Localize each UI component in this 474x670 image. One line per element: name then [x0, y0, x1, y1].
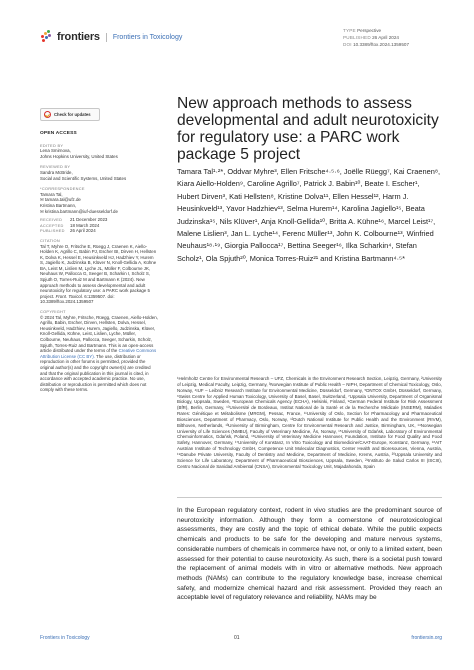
affiliations: ¹Helmholtz Centre for Environmental Research – UFZ, Chemicals in the Environment Research Section, Leipzig, Germany, ²University of Leipzig, Medical Faculty, Leipzig, Germany, ³Norwegian Institute of Public Health – NIPH, Department of Chemical Toxicology, Oslo, Norway, ⁴IUF – Leibniz Research Institute for Environmental Medicine, Düsseldorf, Germany, ⁵DNTOX GmbH, Düsseldorf, Germany, ⁶Swiss Centre for Applied Human Toxicology, University of Basel, Basel, Switzerland, ⁷Uppsala University, Department of Organismal Biology, Uppsala, Sweden, ⁸European Chemicals Agency (ECHA), Helsinki, Finland, ⁹German Federal Institute for Risk Assessment (BfR), Berlin, Germany, ¹⁰Université de Bordeaux, Institut National de la Santé et de la Recherche Médicale (INSERM), Maladies Rares: Génétique et Métabolisme (MRGM), Pessac, France, ¹¹University of Oslo, Section for Pharmacology and Pharmaceutical Biosciences, Department of Pharmacy, Oslo, Norway, ¹²Dutch National Institute for Public Health and the Environment (RIVM), Bilthoven, Netherlands, ¹³University of Birmingham, Centre for Environmental Research and Justice, Birmingham, UK, ¹⁴Norwegian University of Life Sciences (NMBU), Faculty of Veterinary Medicine, Ås, Norway, ¹⁵University of Gdańsk, Laboratory of Environmental Chemoinformatics, Gdańsk, Poland, ¹⁶University of Veterinary Medicine Hannover, Foundation, Institute for Food Quality and Food Safety, Hannover, Germany, ¹⁷University of Konstanz, In Vitro Toxicology and Biomedicine/CAAT-Europe, Konstanz, Germany, ¹⁸AIT Austrian Institute of Technology GmbH, Competence Unit Molecular Diagnostics, Center Health and Bioresources, Vienna, Austria, ¹⁹Danube Private University, Faculty of Dentistry and Medicine, Department of Medicine, Krems, Austria, ²⁰Uppsala University and Science for Life Laboratory, Department of Pharmaceutical Biosciences, Uppsala, Sweden, ²¹Instituto de Salud Carlos III (ISCIII), Centro Nacional de Sanidad Ambiental (CNSA), Environmental Toxicology Unit, Majadahonda, Spain [177, 376, 442, 469]
article-dates [40, 217, 158, 234]
page-header [0, 0, 474, 90]
accepted-label: ACCEPTED [40, 222, 64, 228]
doi-value[interactable]: 10.3389/ftox.2024.1359507 [353, 42, 410, 47]
logo-dot [41, 35, 44, 38]
copyright-text: © 2024 Tal, Myhre, Fritsche, Rüegg, Craenen, Aiello-Holden, Agrillo, Babin, Escher, Dirven, Hellsten, Dolva, Hessel, Heusinkveld, Hadzhiev, Hurem, Jagiello, Judzinska, Klüver, Knoll-Gellida, Kühne, Leist, Lislien, Lyche, Müller, Colbourne, Neuhaus, Pallocca, Seeger, Scharkin, Scholz, Spjuth, Torres-Ruiz and Bartmann. This is an open-access article distributed under the terms of the Creative Commons Attribution License (CC BY). The use, distribution or reproduction in other forums is permitted, provided the original author(s) and the copyright owner(s) are credited and that the original publication in this journal is cited, in accordance with accepted academic practice. No use, distribution or reproduction is permitted which does not comply with these terms. [40, 314, 158, 393]
copyright-label: COPYRIGHT [40, 309, 66, 315]
citation-text: Tal T, Myhre O, Fritsche E, Rüegg J, Craenen K, Aiello-Holden K, Agrillo C, Babin PJ, Escher BI, Dirven H, Hellsten K, Dolva K, Hessel E, Heusinkveld HJ, Hadzhiev Y, Hurem S, Jagiello K, Judzinska B, Klüver N, Knoll-Gellida A, Kühne BA, Leist M, Lislien M, Lyche JL, Müller F, Colbourne JK, Neuhaus W, Pallocca G, Seeger B, Scharkin I, Scholz S, Spjuth O, Torres-Ruiz M and Bartmann K (2024). New approach methods to assess developmental and adult neurotoxicity for regulatory use: a PARC work package 5 project. Front. Toxicol. 6:1359507. doi: 10.3389/ftox.2024.1359507 [40, 243, 157, 305]
introduction-paragraph: In the European regulatory context, rodent in vivo studies are the predominant source of neurotoxicity information. Although they form a cornerstone of neurotoxicological assessments, they are costly and the topic of ethical debate. While the public expects chemicals and products to be safe for the developing and mature nervous systems, considerable numbers of chemicals in commerce have not, or only to a limited extent, been assessed for their potential to cause neurotoxicity. As such, there is a societal push toward the replacement of animal models with in vitro or alternative methods. New approach methods (NAMs) can contribute to the regulatory knowledge base, increase chemical safety, and modernize chemical hazard and risk assessment. Provided they reach an acceptable level of regulatory relevance and reliability, NAMs may be [177, 507, 442, 602]
section-divider [177, 497, 442, 498]
edited-by-label: EDITED BY [40, 142, 64, 148]
logo-dot [42, 39, 45, 42]
editor-affiliation: Johns Hopkins University, United States [40, 153, 118, 159]
check-updates-label: Check for updates [54, 112, 91, 117]
reviewer-name: Sandra McBride, [40, 169, 73, 175]
received-date: 21 December 2023 [70, 217, 108, 223]
article-title: New approach methods to assess developmental and adult neurotoxicity for regulatory use: a PARC work package 5 project [177, 95, 439, 163]
logo-dot [47, 30, 50, 33]
correspondent-2-name: Kristina Bartmann, [40, 202, 77, 208]
editor-name: Lena Smirnova, [40, 148, 71, 154]
brand-name: frontiers [57, 31, 100, 43]
sidebar-published-label: PUBLISHED [40, 228, 65, 234]
correspondent-1-email[interactable]: ✉ tamara.tal@ufz.de [40, 197, 81, 203]
citation-doi: 6:1359507. doi: 10.3389/ftox.2024.1359507 [40, 293, 115, 305]
type-value: Perspective [357, 28, 382, 33]
author-list: Tamara Tal¹·²*, Oddvar Myhre³, Ellen Fritsche⁴·⁵·⁶, Joëlle Rüegg⁷, Kai Craenen⁸, Kiara Aiello-Holden⁹, Caroline Agrillo⁷, Patrick J. Babin¹⁰, Beate I. Escher¹, Hubert Dirven³, Kati Hellsten⁸, Kristine Dolva¹¹, Ellen Hessel¹², Harm J. Heusinkveld¹³, Yavor Hadzhiev¹³, Selma Hurem¹⁴, Karolina Jagiello¹⁵, Beata Judzinska¹⁵, Nils Klüver¹, Anja Knoll-Gellida¹⁰, Britta A. Kühne¹⁶, Marcel Leist¹⁷, Malene Lislien³, Jan L. Lyche¹⁴, Ferenc Müller¹³, John K. Colbourne¹³, Winfried Neuhaus¹⁸·¹⁹, Giorgia Pallocca¹⁷, Bettina Seeger¹⁶, Ilka Scharkin⁴, Stefan Scholz¹, Ola Spjuth²⁰, Monica Torres-Ruiz²¹ and Kristina Bartmann⁴·⁵* [177, 167, 441, 263]
open-access-label: OPEN ACCESS [40, 131, 77, 136]
citation-block [40, 238, 158, 305]
doi-label: DOI [343, 42, 352, 47]
footer-site-link[interactable]: frontiersin.org [411, 635, 442, 641]
check-updates-icon [44, 111, 51, 118]
copyright-block [40, 309, 158, 393]
journal-name[interactable]: Frontiers in Toxicology [106, 33, 183, 42]
citation-journal: Front. Toxicol. [55, 293, 84, 299]
reviewed-by-label: REVIEWED BY [40, 164, 71, 170]
correspondence-label: *CORRESPONDENCE [40, 186, 85, 192]
published-value: 26 April 2024 [372, 35, 399, 40]
correspondent-2-email[interactable]: ✉ kristina.bartmann@iuf-duesseldorf.de [40, 208, 118, 214]
type-label: TYPE [343, 28, 356, 33]
frontiers-logo[interactable] [40, 30, 182, 44]
published-label: PUBLISHED [343, 35, 371, 40]
citation-label: CITATION [40, 237, 60, 243]
article-info-sidebar [40, 131, 158, 393]
footer-journal-link[interactable]: Frontiers in Toxicology [40, 635, 90, 641]
article-meta [343, 27, 409, 48]
frontiers-logo-icon [40, 30, 54, 44]
check-for-updates-button[interactable] [40, 108, 100, 121]
page-number: 01 [234, 635, 240, 641]
sidebar-published-date: 26 April 2024 [70, 228, 96, 234]
license-link[interactable]: Creative Commons Attribution License (CC BY). [40, 348, 157, 359]
correspondent-1-name: Tamara Tal, [40, 191, 63, 197]
received-label: RECEIVED [40, 217, 63, 223]
accepted-date: 18 March 2024 [70, 222, 100, 228]
reviewer-affiliation: Social and Scientific Systems, United States [40, 175, 127, 181]
logo-dot [48, 34, 51, 37]
